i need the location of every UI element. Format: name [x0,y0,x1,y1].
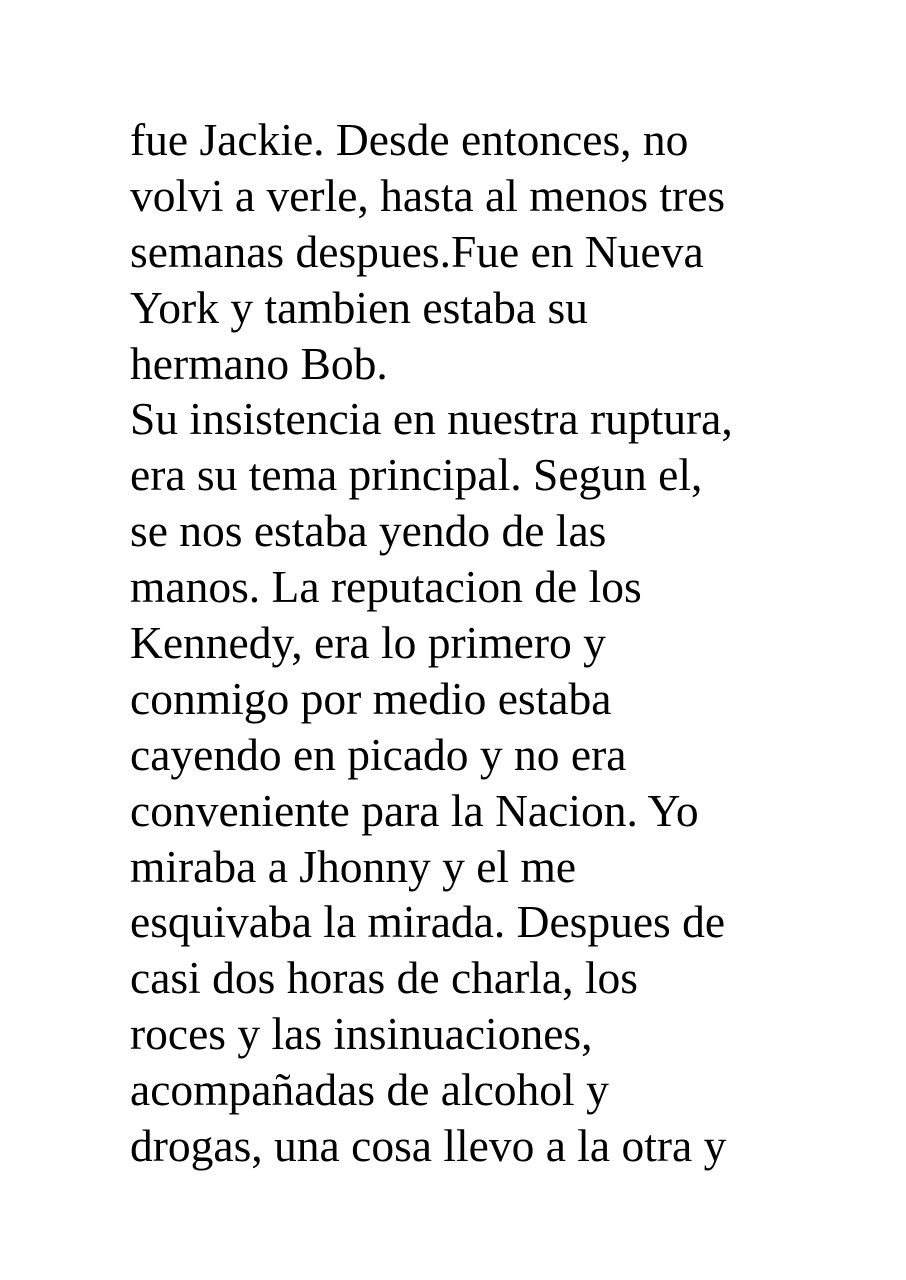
text-line: casi dos horas de charla, los [130,952,638,1004]
body-text [130,112,830,1174]
text-line: cayendo en picado y no era [130,728,627,780]
text-line: fue Jackie. Desde entonces, no [130,114,689,165]
text-line: era su tema principal. Segun el, [130,449,703,501]
text-line: Kennedy, era lo primero y [130,617,606,669]
text-line: drogas, una cosa llevo a la otra y [130,1120,727,1172]
text-line: York y tambien estaba su [130,281,588,333]
text-line: conmigo por medio estaba [130,672,612,724]
text-line: roces y las insinuaciones, [130,1008,593,1060]
text-line: conveniente para la Nacion. Yo [130,784,699,836]
text-line: volvi a verle, hasta al menos tres [130,169,726,221]
text-line: se nos estaba yendo de las [130,505,607,557]
text-line: Su insistencia en nuestra ruptura, [130,393,733,445]
text-line: miraba a Jhonny y el me [130,840,577,892]
text-line: hermano Bob. [130,337,388,389]
text-line: semanas despues.Fue en Nueva [130,225,704,277]
text-line: manos. La reputacion de los [130,561,642,613]
text-line: acompañadas de alcohol y [130,1064,609,1116]
text-line: esquivaba la mirada. Despues de [130,896,726,948]
